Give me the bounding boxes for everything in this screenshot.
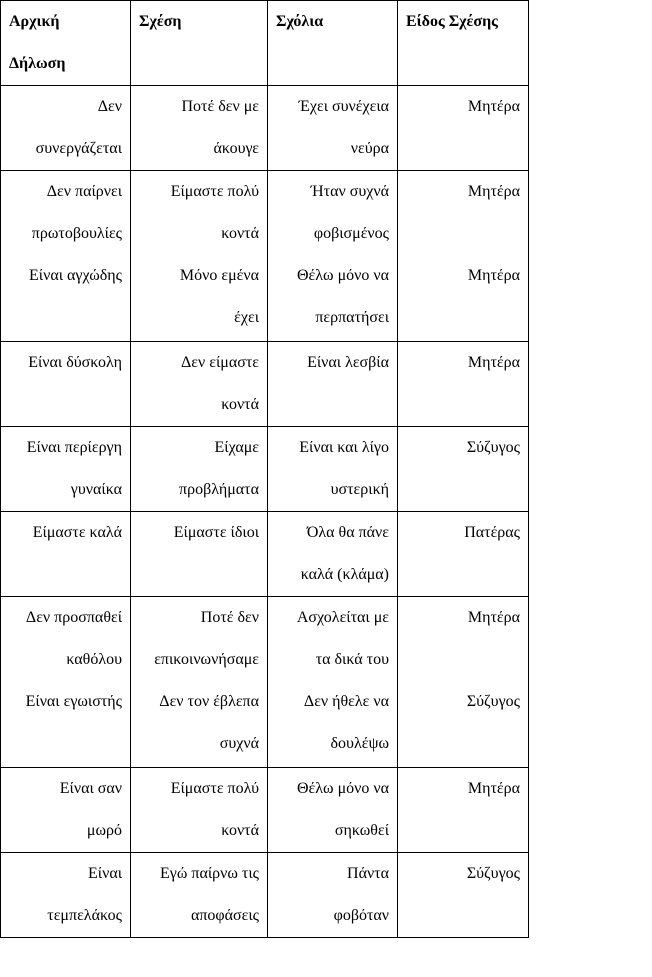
cell-line: Είναι δύσκολη xyxy=(28,354,122,371)
cell-line: Μητέρα xyxy=(467,267,520,284)
cell-line: Είμαστε πολύ xyxy=(170,183,259,200)
cell-line: Θέλω μόνο να xyxy=(297,780,389,797)
cell-line: προβλήματα xyxy=(179,481,259,498)
cell-line: Είχαμε xyxy=(214,439,259,456)
comments-cell xyxy=(268,342,398,427)
table-row xyxy=(1,768,529,853)
cell-line: σηκωθεί xyxy=(334,822,389,839)
table-row xyxy=(1,427,529,512)
cell-line: Είναι εγωιστής xyxy=(25,693,122,710)
relation-cell xyxy=(131,768,268,853)
cell-line: Μητέρα xyxy=(467,354,520,371)
cell-line: δουλέψω xyxy=(330,735,389,752)
comments-cell xyxy=(268,512,398,597)
statement-cell xyxy=(1,768,131,853)
cell-line: Σύζυγος xyxy=(466,693,520,710)
cell-line: κοντά xyxy=(221,822,259,839)
statement-cell xyxy=(1,597,131,768)
type-cell xyxy=(398,512,529,597)
cell-line: Είναι λεσβία xyxy=(307,354,389,371)
cell-line: τα δικά του xyxy=(315,651,389,668)
header-cell xyxy=(1,1,131,86)
cell-line: Θέλω μόνο να xyxy=(297,267,389,284)
cell-line: Δεν παίρνει xyxy=(46,183,122,200)
relation-cell xyxy=(131,342,268,427)
cell-line: Πατέρας xyxy=(464,524,520,541)
type-cell xyxy=(398,86,529,171)
comments-cell xyxy=(268,86,398,171)
cell-line: Πάντα xyxy=(347,865,389,882)
header-relation-type: Είδος Σχέσης xyxy=(406,13,498,30)
cell-line: Μητέρα xyxy=(467,609,520,626)
relation-cell xyxy=(131,171,268,342)
cell-line xyxy=(406,213,520,255)
header-statement: Αρχική Δήλωση xyxy=(9,13,66,72)
cell-line: Μητέρα xyxy=(467,780,520,797)
statement-cell xyxy=(1,171,131,342)
cell-line: κοντά xyxy=(221,225,259,242)
cell-line: Είμαστε πολύ xyxy=(170,780,259,797)
cell-line: Εγώ παίρνω τις xyxy=(160,865,259,882)
statement-cell xyxy=(1,853,131,938)
cell-line: Σύζυγος xyxy=(466,439,520,456)
cell-line: Σύζυγος xyxy=(466,865,520,882)
statement-cell xyxy=(1,427,131,512)
cell-line: Όλα θα πάνε xyxy=(306,524,389,541)
table-row xyxy=(1,342,529,427)
cell-line: φοβόταν xyxy=(333,907,389,924)
cell-line: Μητέρα xyxy=(467,183,520,200)
cell-line: Ασχολείται με xyxy=(296,609,389,626)
cell-line: Μόνο εμένα xyxy=(179,267,259,284)
cell-line: Έχει συνέχεια xyxy=(298,98,389,115)
comments-cell xyxy=(268,853,398,938)
cell-line: Ποτέ δεν xyxy=(200,609,259,626)
comments-cell xyxy=(268,427,398,512)
header-cell xyxy=(268,1,398,86)
comments-cell xyxy=(268,768,398,853)
header-row xyxy=(1,1,529,86)
type-cell xyxy=(398,427,529,512)
relation-cell xyxy=(131,427,268,512)
cell-line: Ποτέ δεν με xyxy=(181,98,259,115)
table-row xyxy=(1,597,529,768)
header-comments: Σχόλια xyxy=(276,13,324,30)
relation-cell xyxy=(131,512,268,597)
cell-line: Είναι σαν xyxy=(59,780,122,797)
comments-cell xyxy=(268,171,398,342)
cell-line: Δεν προσπαθεί xyxy=(25,609,122,626)
cell-line: επικοινωνήσαμε xyxy=(154,651,259,668)
type-cell xyxy=(398,597,529,768)
relation-cell xyxy=(131,597,268,768)
cell-line xyxy=(406,639,520,681)
cell-line: Δεν xyxy=(97,98,122,115)
cell-line: Ήταν συχνά xyxy=(310,183,389,200)
cell-line: πρωτοβουλίες xyxy=(31,225,122,242)
comments-cell xyxy=(268,597,398,768)
cell-line: υστερική xyxy=(330,481,389,498)
header-relation: Σχέση xyxy=(139,13,182,30)
cell-line: Είναι αγχώδης xyxy=(29,267,122,284)
statement-cell xyxy=(1,86,131,171)
cell-line: τεμπελάκος xyxy=(47,907,122,924)
cell-line: Είμαστε ίδιοι xyxy=(173,524,259,541)
cell-line: φοβισμένος xyxy=(313,225,389,242)
statement-cell xyxy=(1,342,131,427)
table-row xyxy=(1,853,529,938)
type-cell xyxy=(398,853,529,938)
cell-line: καλά (κλάμα) xyxy=(300,566,389,583)
relation-cell xyxy=(131,853,268,938)
header-cell xyxy=(131,1,268,86)
cell-line: άκουγε xyxy=(213,140,259,157)
cell-line: κοντά xyxy=(221,396,259,413)
cell-line: Δεν τον έβλεπα xyxy=(159,693,259,710)
cell-line: αποφάσεις xyxy=(190,907,259,924)
type-cell xyxy=(398,171,529,342)
cell-line: έχει xyxy=(234,309,259,326)
cell-line: Είναι και λίγο xyxy=(299,439,389,456)
cell-line: συχνά xyxy=(219,735,259,752)
cell-line: νεύρα xyxy=(350,140,389,157)
cell-line: Δεν ήθελε να xyxy=(303,693,389,710)
table-row xyxy=(1,171,529,342)
header-cell xyxy=(398,1,529,86)
cell-line: γυναίκα xyxy=(70,481,122,498)
cell-line: συνεργάζεται xyxy=(35,140,122,157)
cell-line: Μητέρα xyxy=(467,98,520,115)
type-cell xyxy=(398,342,529,427)
table-row xyxy=(1,512,529,597)
table-row xyxy=(1,86,529,171)
cell-line: μωρό xyxy=(86,822,122,839)
cell-line: περπατήσει xyxy=(315,309,389,326)
type-cell xyxy=(398,768,529,853)
cell-line: Είναι xyxy=(88,865,122,882)
statement-cell xyxy=(1,512,131,597)
cell-line: καθόλου xyxy=(66,651,122,668)
relation-cell xyxy=(131,86,268,171)
cell-line: Είμαστε καλά xyxy=(32,524,122,541)
cell-line: Είναι περίεργη xyxy=(26,439,122,456)
cell-line: Δεν είμαστε xyxy=(181,354,259,371)
